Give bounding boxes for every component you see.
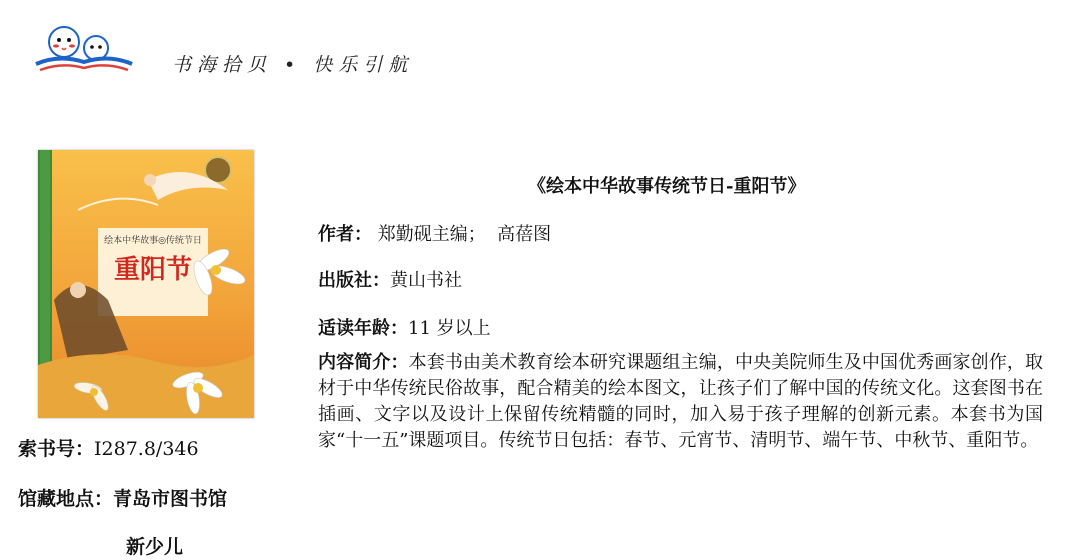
summary-text: 本套书由美术教育绘本研究课题组主编，中央美院师生及中国优秀画家创作，取材于中华传统民俗故事，配合精美的绘本图文，让孩子们了解中国的传统文化。这套图书在插画、文字以及设计上保留传统精髓的同时，加入易于孩子理解的创新元素。本套书为国家“十一五”课题项目。传统节日包括：春节、元宵节、清明节、端午节、中秋节、重阳节。 bbox=[318, 352, 1043, 451]
author-value: 郑勤砚主编； 高蓓图 bbox=[377, 224, 552, 245]
collection-location bbox=[18, 484, 227, 511]
publisher-row bbox=[318, 266, 462, 292]
publisher-value: 黄山书社 bbox=[390, 270, 462, 291]
library-slogan: 书海拾贝 • 快乐引航 bbox=[172, 54, 414, 76]
reading-age-label: 适读年龄： bbox=[318, 318, 408, 339]
book-cover-image bbox=[38, 150, 254, 418]
author-label: 作者： bbox=[318, 224, 372, 245]
cover-title-text: 重阳节 bbox=[113, 255, 193, 285]
publisher-label: 出版社： bbox=[318, 270, 390, 291]
call-number bbox=[18, 434, 199, 461]
call-number-label: 索书号： bbox=[18, 438, 95, 460]
book-title: 《绘本中华故事传统节日-重阳节》 bbox=[528, 176, 806, 197]
library-logo-icon bbox=[34, 20, 134, 72]
author-row bbox=[318, 220, 551, 246]
summary-label: 内容简介： bbox=[318, 352, 409, 373]
reading-age-row bbox=[318, 314, 491, 340]
call-number-value: I287.8/346 bbox=[94, 438, 199, 460]
collection-location-branch: 新少儿 bbox=[126, 536, 184, 558]
collection-location-value: 青岛市图书馆 bbox=[113, 488, 228, 510]
collection-location-label: 馆藏地点： bbox=[18, 488, 114, 510]
book-summary bbox=[318, 350, 1043, 454]
cover-series-text: 绘本中华故事◎传统节日 bbox=[104, 236, 202, 246]
reading-age-value: 11 岁以上 bbox=[408, 318, 491, 339]
